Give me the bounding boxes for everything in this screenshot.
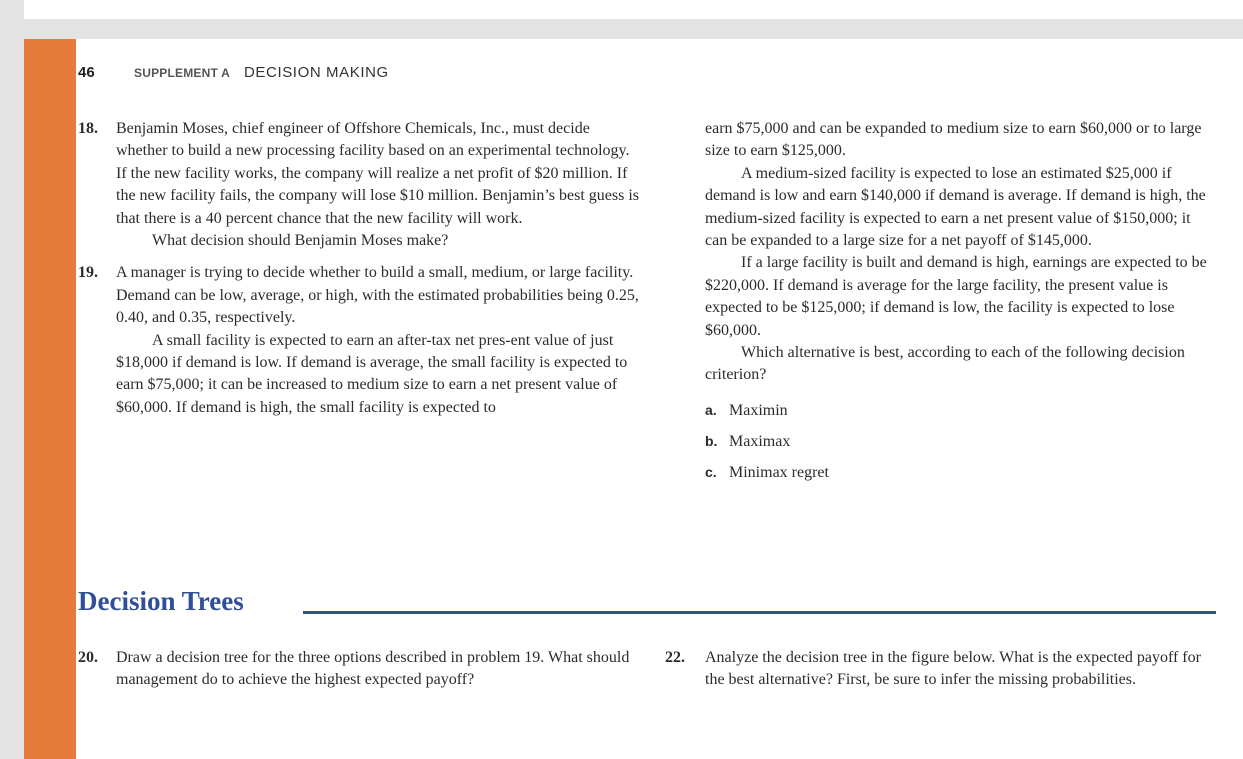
list-text: Maximax (729, 432, 791, 450)
problem-19 (78, 262, 644, 419)
problem-text: A small facility is expected to earn an after-tax net pres-ent value of just $18,000 if demand is low. If demand is average, the small facility is expected to earn $75,000; it can be increased to medium size to earn a net present value of $60,000. If demand is high, the small facility is expected to (116, 331, 628, 416)
list-letter: c. (705, 463, 717, 480)
list-letter: a. (705, 401, 717, 418)
problem-text: Draw a decision tree for the three options described in problem 19. What should management do to achieve the highest expected payoff? (116, 649, 630, 689)
right-column (705, 118, 1215, 492)
list-text: Maximin (729, 401, 788, 419)
problem-text: Analyze the decision tree in the figure below. What is the expected payoff for the best alternative? First, be sure to infer the missing probabilities. (705, 649, 1201, 689)
problem-number: 19. (78, 264, 98, 282)
list-item (705, 461, 1215, 483)
problem-number: 20. (78, 649, 98, 666)
list-text: Minimax regret (729, 463, 829, 481)
left-column (78, 118, 644, 419)
chapter-title: DECISION MAKING (243, 64, 389, 81)
problem-19-continued-text: earn $75,000 and can be expanded to medium size to earn $60,000 or to large size to earn $125,000. (705, 120, 1202, 160)
problem-22 (665, 647, 1215, 692)
problem-19-question: Which alternative is best, according to each of the following decision criterion? (705, 344, 1185, 384)
previous-page-edge (24, 0, 1243, 19)
left-column-bottom (78, 647, 644, 692)
right-column-bottom (665, 647, 1215, 692)
problem-number: 22. (665, 649, 685, 666)
orange-margin-bar (24, 39, 76, 759)
running-header (78, 64, 389, 84)
list-letter: b. (705, 432, 718, 449)
problem-text: A manager is trying to decide whether to build a small, medium, or large facility. Demand can be low, average, or high, with the estimated probabilities being 0.25, 0.40, and 0.35, respectively. (116, 264, 639, 327)
section-heading: Decision Trees (78, 586, 244, 616)
problem-19-continued-text: A medium-sized facility is expected to lose an estimated $25,000 if demand is low and earn $140,000 if demand is average. If demand is high, the medium-sized facility is expected to earn a net present value of $150,000; it can be expanded to a large size for a net payoff of $145,000. (705, 164, 1206, 250)
problem-20 (78, 647, 644, 692)
problem-19-continued-text: If a large facility is built and demand is high, earnings are expected to be $220,000. If demand is average for the large facility, the present value is expected to be $125,000; if demand is low, the facility is expected to lose $60,000. (705, 254, 1207, 339)
section-rule (303, 611, 1216, 614)
list-item (705, 430, 1215, 452)
alternatives-list (705, 399, 1215, 483)
problem-question: What decision should Benjamin Moses make? (152, 232, 449, 250)
supplement-label: SUPPLEMENT A (134, 66, 230, 80)
list-item (705, 399, 1215, 421)
page-number: 46 (78, 64, 95, 81)
problem-text: Benjamin Moses, chief engineer of Offshore Chemicals, Inc., must decide whether to build a new processing facility based on an experimental technology. If the new facility works, the company will realize a net profit of $20 million. If the new facility fails, the company will lose $10 million. Benjamin’s best guess is that there is a 40 percent chance that the new facility will work. (116, 120, 640, 227)
problem-18 (78, 118, 644, 252)
problem-number: 18. (78, 120, 98, 137)
